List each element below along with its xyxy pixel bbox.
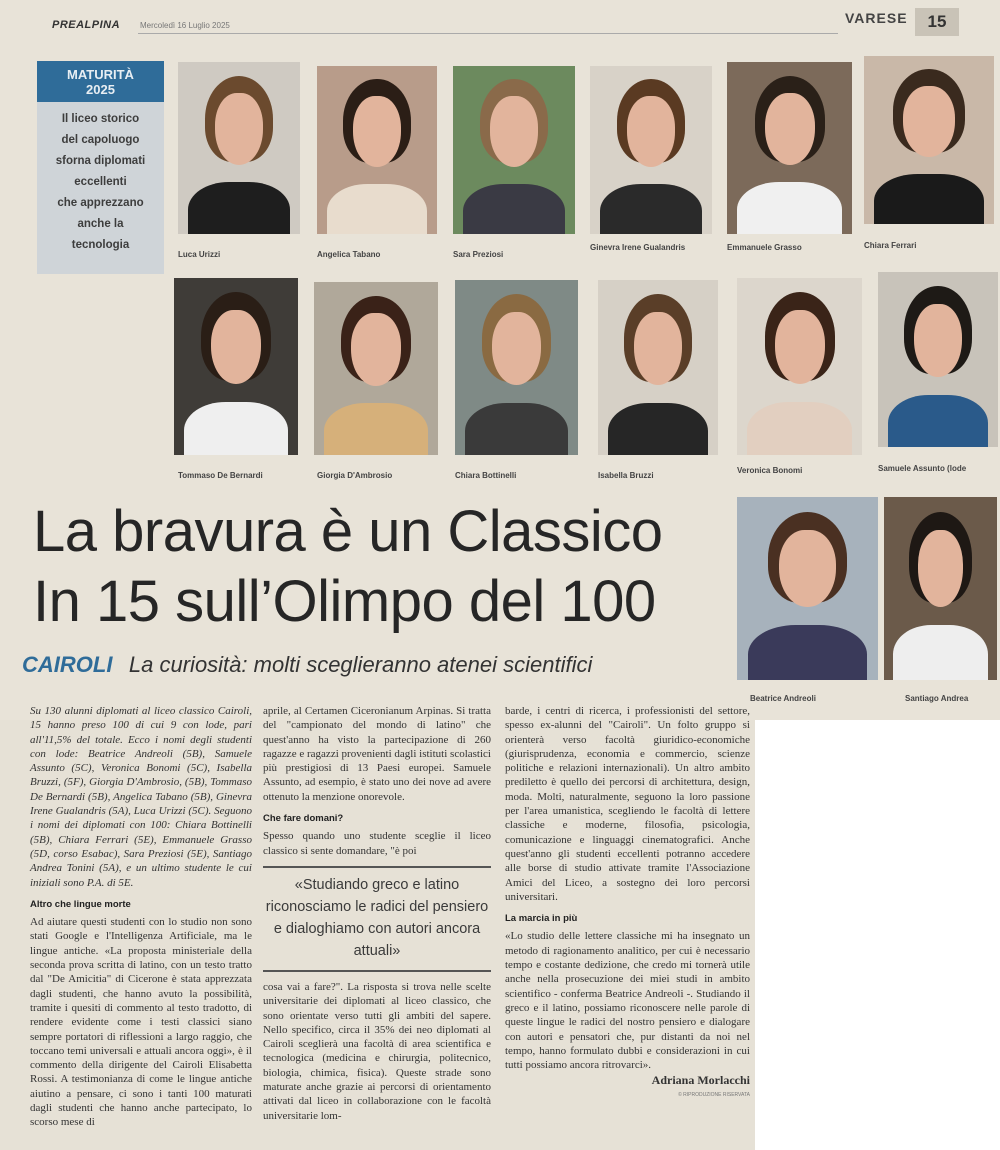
portrait-body [608,403,709,456]
student-photo [864,56,994,224]
article-paragraph: Ad aiutare questi studenti con lo studio non sono stati Google e l'Intelligenza Artificiale, ma le lingue antiche. «La proposta ministeriale della seconda prova scritta di latino, con un testo tratto dal "De Amicitia" di Cicerone è stata apprezzata dagli studenti, che hanno avuto la possibilità, tramite i quesiti di commento al testo tradotto, di rendere evidente come i testi classici siano sempre portatori di riflessioni a largo raggio, che toccano temi universali e attuali ancora oggi», è il commento della dirigente del Cairoli Elisabetta Rossi. A testimonianza di come le lingue antiche aiutino a pensare, ci sono i tanti 100 maturati dagli studenti che hanno anche partecipato, lo scorso mese di [30,916,252,1129]
portrait-face [634,312,682,386]
portrait-body [888,395,989,448]
portrait-body [600,184,702,234]
portrait-body [893,625,988,680]
portrait-body [874,174,983,224]
photo-caption: Beatrice Andreoli [750,694,816,703]
portrait-body [327,184,428,234]
article-paragraph: cosa vai a fare?". La risposta si trova nelle scelte universitarie dei diplomati al liceo classico, che sono orientate verso tutti gli ambiti del sapere. Nello specifico, circa il 35% dei neo diplomati al Cairoli sceglierà una facoltà di area scientifica e tecnologica (medicina e chirurgia, politecnico, biologia, chimica, fisica). Queste strade sono maturate anche grazie ai percorsi di orientamento attivati dal liceo in collaborazione con le facoltà universitarie lom- [263,980,491,1122]
sidebox [37,61,164,274]
photo-caption: Luca Urizzi [178,250,221,259]
headline-line-1: La bravura è un Classico [33,499,663,564]
rights-notice: © RIPRODUZIONE RISERVATA [678,1091,750,1098]
portrait-face [918,530,963,607]
portrait-face [903,86,955,157]
article-paragraph: aprile, al Certamen Ciceronianum Arpinas. Si tratta del "campionato del mondo di latino" che quest'anno ha visto la partecipazione di 260 ragazze e ragazzi provenienti dagli istituti scolastici più prestigiosi di 13 Paesi europei. Samuele Assunto, ad esempio, è stato uno dei nove ad avere ottenuto la menzione onorevole. [263,705,491,803]
photo-caption: Chiara Bottinelli [455,471,517,480]
subhead-kicker: CAIROLI [22,652,113,677]
subheadline [22,652,592,678]
student-photo [453,66,575,234]
portrait-body [188,182,290,234]
sidebox-line: Il liceo storico [61,113,140,125]
student-photo [174,278,298,455]
student-photo [878,272,998,447]
portrait-face [765,93,815,165]
article-column-3 [505,704,750,1102]
portrait-face [492,312,541,386]
student-photo [590,66,712,234]
student-photo [737,497,878,680]
portrait-face [914,304,962,378]
student-photo [727,62,852,234]
portrait-body [184,402,288,455]
portrait-face [490,96,539,167]
student-photo [737,278,862,455]
photo-caption: Veronica Bonomi [737,466,803,475]
byline: Adriana Morlacchi [651,1073,750,1088]
photo-caption: Samuele Assunto (lode [878,464,967,473]
portrait-face [627,96,676,167]
student-photo [598,280,718,455]
article-column-2 [263,704,491,1123]
sidebox-year: 2025 [86,82,115,97]
portrait-face [353,96,401,167]
article-subheading: La marcia in più [505,913,578,925]
pull-quote: «Studiando greco e latino riconosciamo le radici del pensiero e dialoghiamo con autori ancora attuali» [263,866,491,972]
portrait-body [748,625,866,680]
newspaper-logo: PREALPINA [52,19,121,31]
sidebox-line: sforna diplomati [55,155,146,167]
photo-caption: Angelica Tabano [317,250,381,259]
sidebox-kicker-label: MATURITÀ [67,67,134,82]
student-photo [314,282,438,455]
student-photo [884,497,997,680]
portrait-face [215,93,264,165]
headline-line-2: In 15 sull’Olimpo del 100 [33,569,656,634]
photo-caption: Isabella Bruzzi [598,471,654,480]
article-subheading: Che fare domani? [263,813,344,825]
sidebox-line: tecnologia [71,239,130,251]
photo-caption: Sara Preziosi [453,250,504,259]
student-photo [455,280,578,455]
photo-caption: Giorgia D'Ambrosio [317,471,393,480]
portrait-face [351,313,401,386]
sidebox-line: eccellenti [74,176,127,188]
photo-caption: Chiara Ferrari [864,241,917,250]
portrait-body [747,402,852,455]
page-number: 15 [915,8,959,36]
issue-date: Mercoledì 16 Luglio 2025 [140,21,230,30]
photo-caption: Santiago Andrea [905,694,969,703]
portrait-body [465,403,568,456]
header-rule [138,33,838,34]
student-photo [178,62,300,234]
photo-caption: Ginevra Irene Gualandris [590,243,686,252]
photo-caption: Tommaso De Bernardi [178,471,263,480]
student-photo [317,66,437,234]
portrait-face [775,310,825,384]
sidebox-line: del capoluogo [61,134,140,146]
article-column-1 [30,704,252,1130]
portrait-body [737,182,842,234]
article-paragraph: barde, i centri di ricerca, i professionisti del settore, spesso ex-alunni del "Cairoli". Un folto gruppo si orienterà verso facoltà giuridico-economiche (giurisprudenza, economia e commercio, scienze politiche e relazioni internazionali). Un altro ambito prediletto è quello dei percorsi di architettura, design, moda. Molti, naturalmente, seguono la loro passione per l'area umanistica, scegliendo le facoltà di lettere classiche e moderne, filosofia, psicologia, comunicazione e linguaggi cinematografici. Anche quest'anno gli studenti eccellenti potranno accedere alle borse di studio attivate tramite l'Associazione Amici del Liceo, a sostegno dei loro percorsi universitari. [505,705,750,903]
article-lead: Su 130 alunni diplomati al liceo classico Cairoli, 15 hanno preso 100 di cui 9 con lode, pari all'11,5% del totale. Ecco i nomi degli studenti con lode: Beatrice Andreoli (5B), Samuele Assunto (5C), Veronica Bonomi (5C), Isabella Bruzzi, (5F), Giorgia D'Ambrosio, (5B), Tommaso De Bernardi (5B), Angelica Tabano (5B), Ginevra Irene Gualandris (5A), Luca Urizzi (5C). Seguono i nomi dei diplomati con 100: Chiara Bottinelli (5B), Chiara Ferrari (5E), Emmanuele Grasso (5D, corso Esabac), Sara Preziosi (5E), Santiago Andrea Tonini (5A), e un ultimo studente le cui iniziali sono P.A. di 5E. [30,705,252,889]
article-paragraph: Spesso quando uno studente sceglie il liceo classico si sente domandare, "è poi [263,830,491,857]
portrait-body [463,184,565,234]
sidebox-text [37,102,164,256]
subhead-deck: La curiosità: molti sceglieranno atenei scientifici [128,652,593,677]
sidebox-kicker [37,61,164,102]
portrait-face [211,310,261,384]
photo-caption: Emmanuele Grasso [727,243,802,252]
portrait-face [779,530,835,607]
section-name: VARESE [845,10,908,26]
sidebox-line: anche la [77,218,124,230]
sidebox-line: che apprezzano [57,197,144,209]
portrait-body [324,403,428,455]
article-subheading: Altro che lingue morte [30,898,131,910]
article-paragraph: «Lo studio delle lettere classiche mi ha insegnato un metodo di ragionamento analitico, per cui è necessario tempo e costante dedizione, che credo mi tornerà utile anche nella prosecuzione dei miei studi in ambito scientifico - conferma Beatrice Andreoli -. Studiando il greco e il latino, possiamo riconoscere nelle parole di queste lingue le radici del nostro pensiero e dialogare con autori e pensatori che, pur distanti da noi nel tempo, hanno formulato dubbi e considerazioni in cui tutti possiamo ancora ritrovarci». [505,930,750,1072]
